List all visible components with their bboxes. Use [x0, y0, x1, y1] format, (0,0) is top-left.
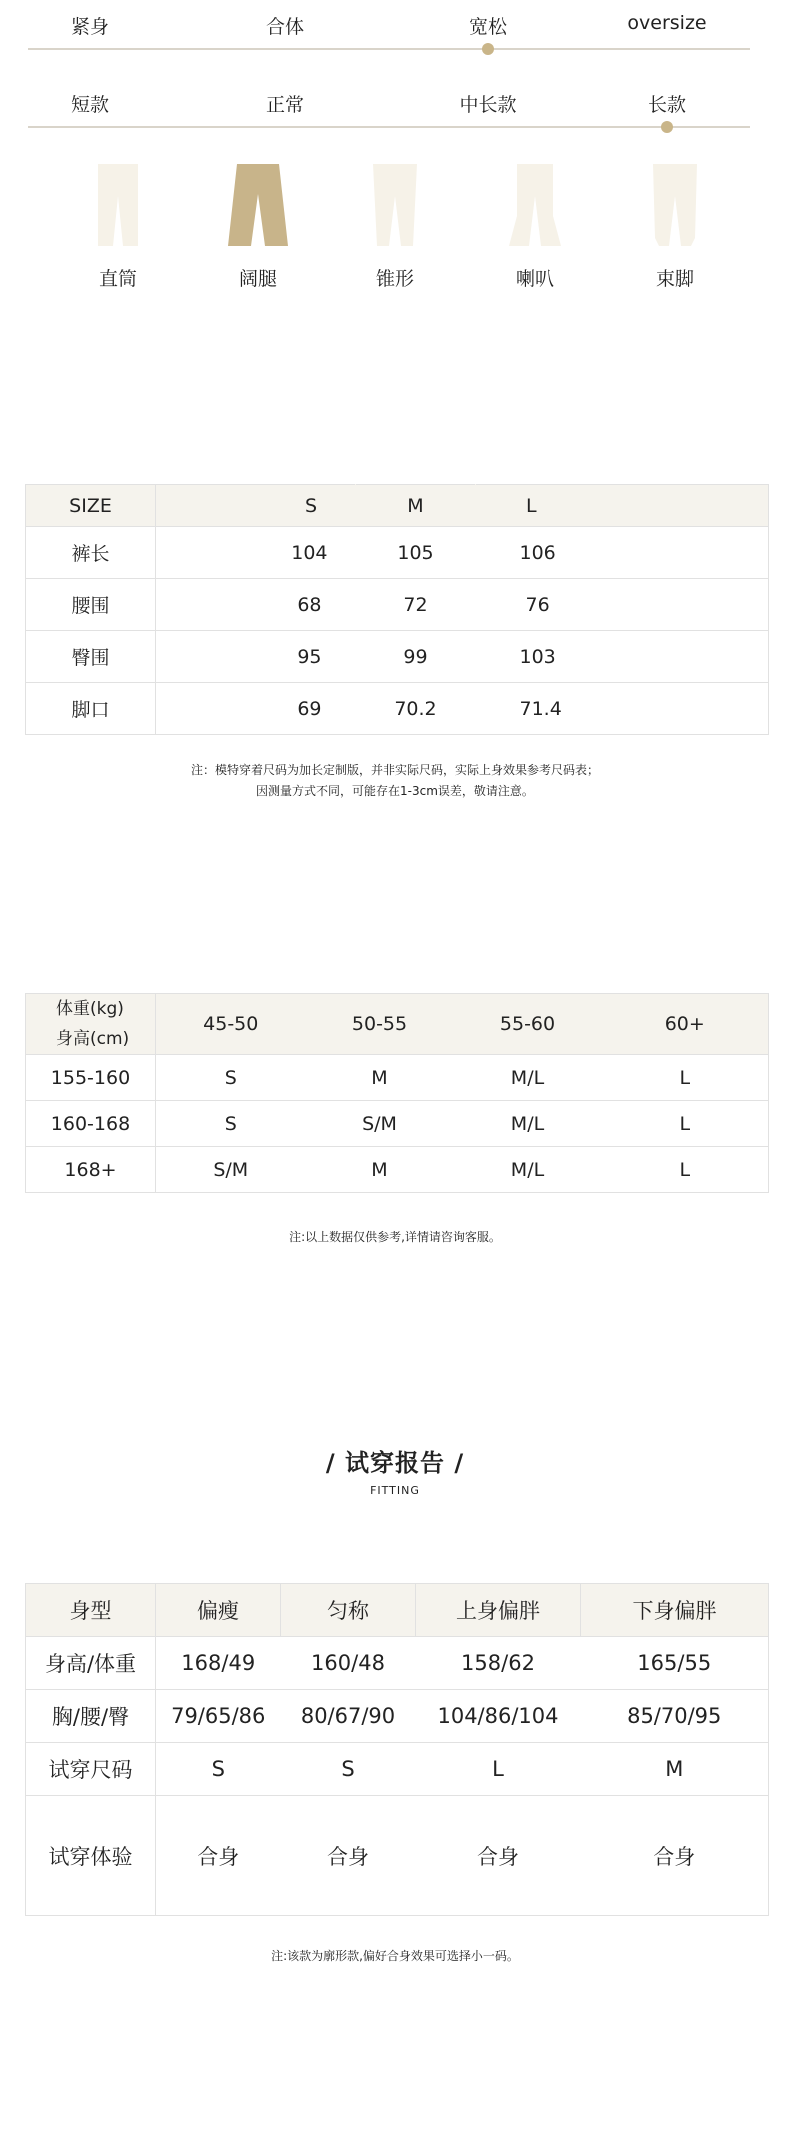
length-option-short: 短款: [70, 94, 110, 116]
pant-shape-flare: 喇叭: [480, 160, 590, 291]
table-row: 155-160 S M M/L L: [26, 1055, 769, 1101]
fit-scale: [0, 0, 790, 60]
jogger-pants-icon: [645, 160, 705, 250]
weight-height-corner: 体重(kg) 身高(cm): [26, 994, 156, 1055]
fit-option-loose: 宽松: [468, 16, 508, 38]
table-row: 试穿体验 合身 合身 合身 合身: [26, 1796, 769, 1916]
fit-scale-marker: [482, 43, 494, 55]
fitting-report-table: [25, 1583, 769, 1916]
straight-pants-icon: [88, 160, 148, 250]
pant-shape-tapered: 锥形: [340, 160, 450, 291]
length-scale: [0, 78, 790, 138]
flare-pants-icon: [505, 160, 565, 250]
tapered-pants-icon: [365, 160, 425, 250]
table-row: 臀围 95 99 103: [26, 631, 769, 683]
fitting-note: 注:该款为廓形款,偏好合身效果可选择小一码。: [271, 1949, 519, 1963]
length-scale-track: [28, 126, 750, 128]
table-row: 身高/体重 168/49 160/48 158/62 165/55: [26, 1637, 769, 1690]
recommend-note: 注:以上数据仅供参考,详情请咨询客服。: [289, 1230, 501, 1244]
table-row: 168+ S/M M M/L L: [26, 1147, 769, 1193]
pant-shape-selector: [0, 160, 790, 300]
wide-leg-pants-icon: [223, 160, 293, 250]
pant-shape-straight: 直筒: [63, 160, 173, 291]
table-row: 160-168 S S/M M/L L: [26, 1101, 769, 1147]
length-option-long: 长款: [647, 94, 687, 116]
pant-shape-wide-leg: 阔腿: [203, 160, 313, 291]
length-option-normal: 正常: [265, 94, 305, 116]
fit-scale-track: [28, 48, 750, 50]
table-row: 试穿尺码 S S L M: [26, 1743, 769, 1796]
fit-option-tight: 紧身: [70, 16, 110, 38]
size-table: [25, 484, 769, 735]
length-scale-marker: [661, 121, 673, 133]
size-table-header: SIZE S M L: [26, 485, 769, 527]
size-note: 注：模特穿着尺码为加长定制版，并非实际尺码，实际上身效果参考尺码表； 因测量方式不同，可能存在1-3cm误差，敬请注意。: [190, 763, 599, 798]
recommend-table-header: 体重(kg) 身高(cm) 45-50 50-55 55-60 60+: [26, 994, 769, 1055]
fitting-table-header: 身型 偏瘦 匀称 上身偏胖 下身偏胖: [26, 1584, 769, 1637]
length-option-mid-long: 中长款: [459, 94, 517, 116]
fit-option-regular: 合体: [265, 16, 305, 38]
table-row: 胸/腰/臀 79/65/86 80/67/90 104/86/104 85/70/95: [26, 1690, 769, 1743]
pant-shape-jogger: 束脚: [620, 160, 730, 291]
fitting-section-title: / 试穿报告 / FITTING: [325, 1449, 465, 1497]
size-recommendation-table: [25, 993, 769, 1193]
table-row: 脚口 69 70.2 71.4: [26, 683, 769, 735]
table-row: 裤长 104 105 106: [26, 527, 769, 579]
table-row: 腰围 68 72 76: [26, 579, 769, 631]
fit-option-oversize: oversize: [627, 12, 707, 34]
